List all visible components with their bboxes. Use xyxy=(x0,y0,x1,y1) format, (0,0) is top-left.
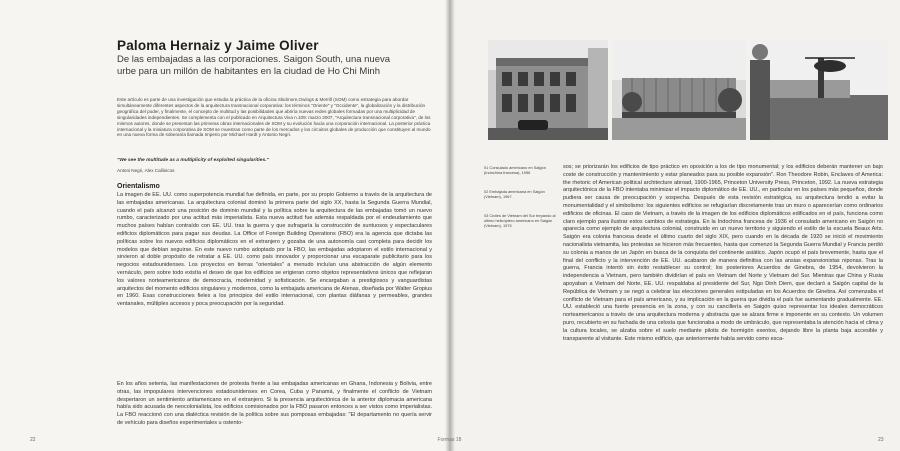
photo-strip xyxy=(488,40,888,140)
caption-2: 02 Embajada americana en Saigón (Vietnam), 1967 xyxy=(484,189,545,199)
epigraph-quote: "We see the multitude as a multiplicity of exploited singularities." xyxy=(117,158,269,163)
journal-footer: Formas 18 xyxy=(437,437,462,443)
article-subtitle: De las embajadas a las corporaciones. Saigon South, una nueva urbe para un millón de habitantes en la ciudad de Ho Chi Minh xyxy=(117,54,391,77)
body-paragraph-2: En los años setenta, las manifestaciones de protesta frente a las embajadas americanas en Ghana, Indonesia y Bolivia, entre otras, las impopulares intervenciones estadounidenses en Corea, Cuba y Panamá, y finalmente el conflicto de Vietnam despertaron un sentimiento antiamericano en el extranjero. Si la presencia arquitectónica de la anterior diplomacia americana había sido acusada de neocolonialista, los edificios comisionados por la FBO pasaron entonces a ser vistos como imperialistas. La FBO reaccionó con una dialéctica revisión de la política sobre sus pomposas embajadas: "El departamento no quería servir de vehículo para diseños experimentales u ostento- xyxy=(117,381,432,426)
caption-1: 01 Consulado americano en Saigón (Indochina francesa), 1956 xyxy=(484,165,546,175)
body-text-right xyxy=(563,164,883,343)
section-title: Orientalismo xyxy=(117,183,160,190)
intro-text: Este artículo es parte de una investigación que estudia la práctica de la oficina Skidmore,Owings & Merrill (SOM) como estrategia para abordar simultáneamente diferentes aspectos de la arquitectura transnacional corporativa: los términos "Oriente" y "Occidente", la globalización y la distribución geográfica del poder, y finalmente, el concepto de multitud y las posibilidades que abriría nuevas redes globales formadas por una multiplicidad de singularidades independientes. Se complementa con el publicado en Arquitectura Viva n.109: marzo 2007, "Arquitectura transnacional corporativa", de los mismos autores, donde se presentan las primeras obras internacionales de SOM y su evolución hacia una corporación internacional. La posterior práctica internacional y la miniatura corporativa de SOM se muestran como parte de los mercados y los circuitos globales de producción que constituyen al mundo en una nueva forma de soberanía llamada Imperio por Michael Hardt y Antonio Negri. xyxy=(117,97,431,138)
body-paragraph-right: sos; se priorizarán los edificios de tipo práctico en oposición a los de tipo monumental; y los edificios deberán mantener un bajo coste de construcción y mantenimiento y estar planeados para su posible expansión". Ron Theodore Robin, Enclaves of America: the rhetoric of American political architecture abroad, 1900-1965, Princeton University Press, Princeton, 1992. La nueva estrategia arquitectónica de la FBO intentaba minimizar el impacto diplomático de EE. UU., en particular en los países más pequeños, donde pudiera ser causa de preocupación y sospecha. Después de esta revisión estratégica, su arquitectura tendió a evitar la monumentalidad y el simbolismo: los siguientes edificios se refugiarían discretamente tras un muro o aparecerían como ordinarios edificios de oficinas. El caso de Vietnam, a través de la imagen de los edificios diplomáticos edificados en el país, funciona como claro ejemplo para ilustrar estos cambios de estrategia. En la Indochina francesa de 1936 el consulado americano en Saigón no aparecía como ejemplo de arquitectura colonial, construido en un nuevo territorio y siguiendo el estilo de la escuela Beaux Arts. Saigón era colonia francesa desde el último cuarto del siglo XIX, pero cuando en la década de 1920 se inició el movimiento nacionalista vietnamita, las protestas se hicieron más frecuentes, hasta que comenzó la Segunda Guerra Mundial y Francia perdió su colonia a manos de un Japón en busca de la conquista del continente asiático. Japón ocupó el país brevemente, hasta que el final del conflicto y la intervención de EE. UU. acabaron de manera definitiva con las ansias expansionistas niponas. Tras la guerra, Francia intentó sin éxito restablecer su control; los posteriores Acuerdos de Ginebra, de 1954, devolvieron la independencia a Vietnam, pero también dividirían el país en Vietnam del Norte y Vietnam del Sur. Mientras que China y Rusia apoyaban a Vietnam del Norte, EE. UU. respaldaba al presidente del Sur, Ngo Dinh Diem, que declaró a Saigón capital de la República de Vietnam y se negó a celebrar las elecciones generales estipuladas en los Acuerdos de Ginebra. Así comenzaba el conflicto de Vietnam para el país americano, y su implicación en la guerra que dividía el país fue aumentando gradualmente. EE. UU. estableció una fuerte presencia en la zona, y con su cancillería en Saigón quiso representar los ideales democráticos norteamericanos a través de una arquitectura moderna y abstracta que se alzara firme e imponente en su contexto. Un volumen puro, recubierto en su fachada de una celosía que funcionaba a modo de umbráculo, que representaba la atención hacia el clima y la cultura locales, se alzaba sobre el suelo mediante pilotis de hormigón exentos, dejando libre la planta baja accesible y transparente al visitante. Este mismo edificio, que anteriormente había servido como esca- xyxy=(563,164,883,342)
photo-embassy xyxy=(612,40,746,140)
page-number-left: 22 xyxy=(30,437,36,443)
photo-helicopter xyxy=(750,40,888,140)
right-page xyxy=(451,0,900,451)
book-gutter xyxy=(445,0,455,451)
photo-captions xyxy=(484,165,556,242)
body-text-2 xyxy=(117,381,432,428)
caption-3: 03 Civiles de Vietnam del Sur trepando al último helicóptero americano en Saigón (Vietnam), 1975 xyxy=(484,213,556,228)
left-page xyxy=(0,0,449,451)
body-text-1 xyxy=(117,192,432,309)
page-number-right: 23 xyxy=(878,437,884,443)
photo-consulate xyxy=(488,40,608,140)
article-authors: Paloma Hernaiz y Jaime Oliver xyxy=(117,38,319,53)
body-paragraph-1: La imagen de EE. UU. como superpotencia mundial fue definida, en parte, por su propio Gobierno a través de la arquitectura de las embajadas americanas. La arquitectura colonial dominó la primera parte del siglo XX, hasta la Segunda Guerra Mundial, cuando el país alcanzó una posición de dominio mundial y la política sobre la arquitectura de las embajadas tomó un nuevo rumbo, caracterizado por una actitud más imperialista. Esta nueva actitud fue además respaldada por el endeudamiento que muchos países habían contraído con EE. UU. tras la guerra y que sufragaría la construcción de suntuosos y espectaculares edificios diplomáticos para pagar sus deudas. La Office of Foreign Building Operations (FBO) era la agencia que dictaba las políticas sobre los nuevos edificios diplomáticos en el extranjero y gozaba de una autonomía casi completa para decidir los modelos que debían seguirse. En este nuevo rumbo adoptado por la FBO, las embajadas adoptaron el estilo internacional y sirvieron al doble propósito de retratar a EE. UU. como país innovador y proporcionar una escaparate publicitario para los negocios estadounidenses. Los proyectos en tierras "orientales" a menudo incluían una abstracción de algún elemento vernáculo, pero sobre todo existía el deseo de que los edificios se erigieran como objetos representativos únicos que reflejaran los valores norteamericanos de democracia, modernidad y sofisticación. Se encargaban a prestigiosos y vanguardistas arquitectos del momento edificios singulares y modernos, como la embajada americana de Atenas, diseñada por Walter Gropius en 1960. Esas construcciones fieles a los principios del estilo internacional, con plantas diáfanas y permeables, grandes ventanales, múltiples accesos y poca preocupación por la seguridad. xyxy=(117,192,432,308)
article-intro xyxy=(117,97,432,138)
epigraph-author: Antoni Negri, Alex Callinicos xyxy=(117,168,175,173)
